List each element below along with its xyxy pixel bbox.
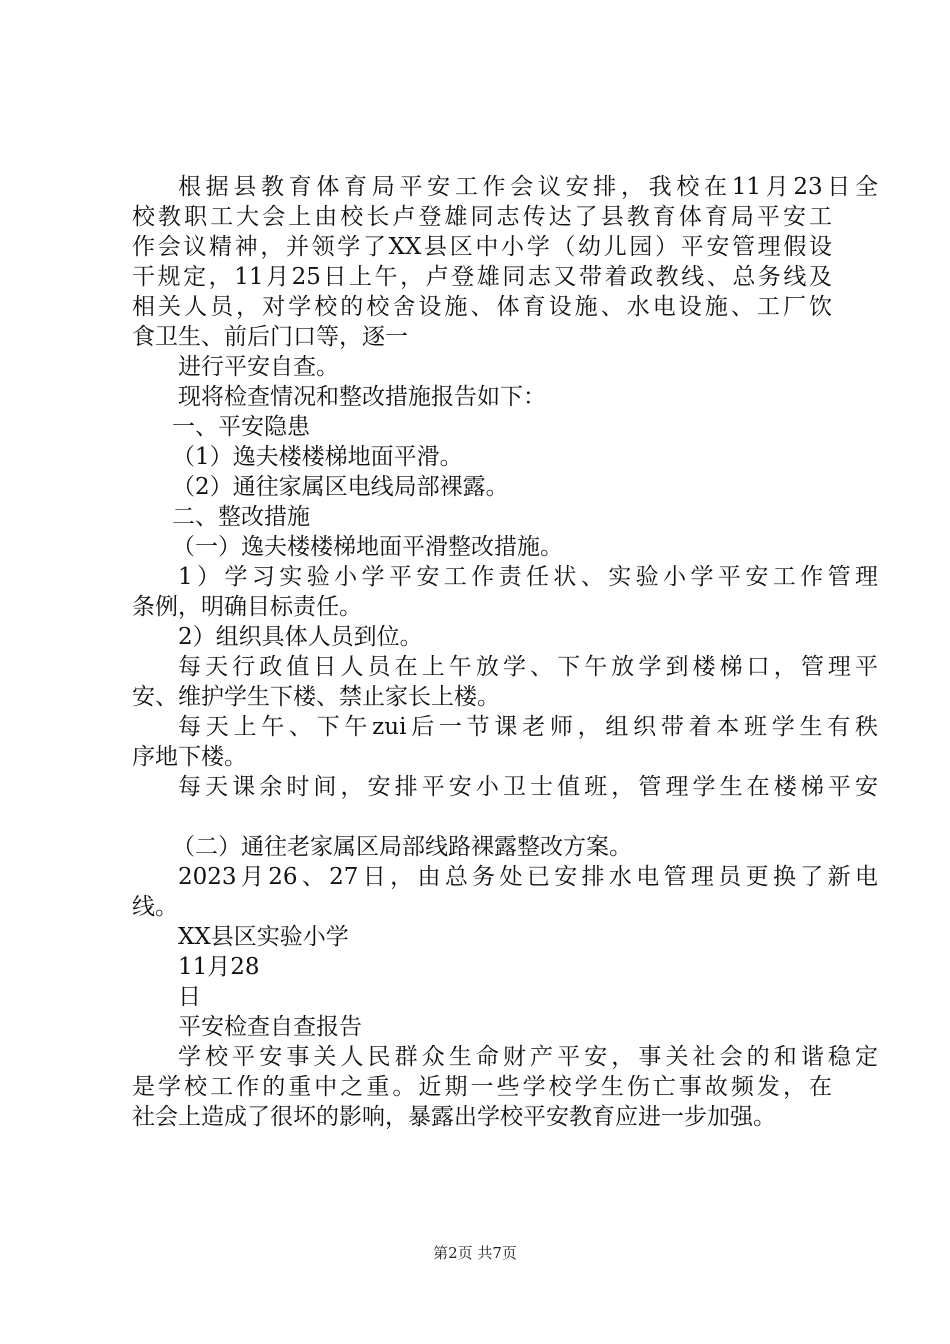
heading-hazards: 一、平安隐患 (172, 414, 310, 440)
duty-line: 序地下楼。 (132, 744, 247, 770)
paragraph-line: 社会上造成了很坏的影响，暴露出学校平安教育应进一步加强。 (132, 1104, 776, 1130)
measure-line: 条例，明确目标责任。 (132, 594, 362, 620)
document-body (132, 172, 878, 1132)
hazard-item: （1）逸夫楼楼梯地面平滑。 (172, 444, 463, 470)
paragraph-line: 校教职工大会上由校长卢登雄同志传达了县教育体育局平安工 (132, 204, 832, 230)
wire-fix-line: 线。 (132, 894, 178, 920)
measure-group-heading: （二）通往老家属区局部线路裸露整改方案。 (172, 834, 632, 860)
report-title: 平安检查自查报告 (178, 1014, 362, 1040)
paragraph-line: 学校平安事关人民群众生命财产平安，事关社会的和谐稳定 (178, 1044, 878, 1070)
report-intro-line: 现将检查情况和整改措施报告如下： (178, 384, 546, 410)
duty-line: 安、维护学生下楼、禁止家长上楼。 (132, 684, 500, 710)
signature-date: 日 (178, 984, 201, 1010)
blank-line (132, 802, 832, 832)
duty-line: 每天行政值日人员在上午放学、下午放学到楼梯口，管理平 (178, 654, 878, 680)
paragraph-line: 根据县教育体育局平安工作会议安排，我校在11月23日全 (178, 174, 878, 200)
page-number-footer: 第2页 共7页 (433, 1244, 517, 1262)
paragraph-line: 作会议精神，并领学了XX县区中小学（幼儿园）平安管理假设 (132, 234, 832, 260)
paragraph-line: 相关人员，对学校的校舍设施、体育设施、水电设施、工厂饮 (132, 294, 832, 320)
paragraph-line: 干规定，11月25日上午，卢登雄同志又带着政教线、总务线及 (132, 264, 832, 290)
measure-group-heading: （一）逸夫楼楼梯地面平滑整改措施。 (172, 534, 563, 560)
wire-fix-line: 2023月26、27日，由总务处已安排水电管理员更换了新电 (178, 864, 878, 890)
hazard-item: （2）通往家属区电线局部裸露。 (172, 474, 509, 500)
self-check-line: 进行平安自查。 (178, 354, 339, 380)
paragraph-line: 是学校工作的重中之重。近期一些学校学生伤亡事故频发，在 (132, 1074, 832, 1100)
duty-line: 每天课余时间，安排平安小卫士值班，管理学生在楼梯平安 (178, 774, 878, 800)
signature-school: XX县区实验小学 (178, 924, 349, 950)
paragraph-line: 食卫生、前后门口等，逐一 (132, 324, 408, 350)
measure-line: 1）学习实验小学平安工作责任状、实验小学平安工作管理 (178, 564, 878, 590)
signature-date: 11月28 (178, 954, 260, 980)
duty-line: 每天上午、下午zui后一节课老师，组织带着本班学生有秩 (178, 714, 878, 740)
heading-measures: 二、整改措施 (172, 504, 310, 530)
measure-line: 2）组织具体人员到位。 (178, 624, 423, 650)
